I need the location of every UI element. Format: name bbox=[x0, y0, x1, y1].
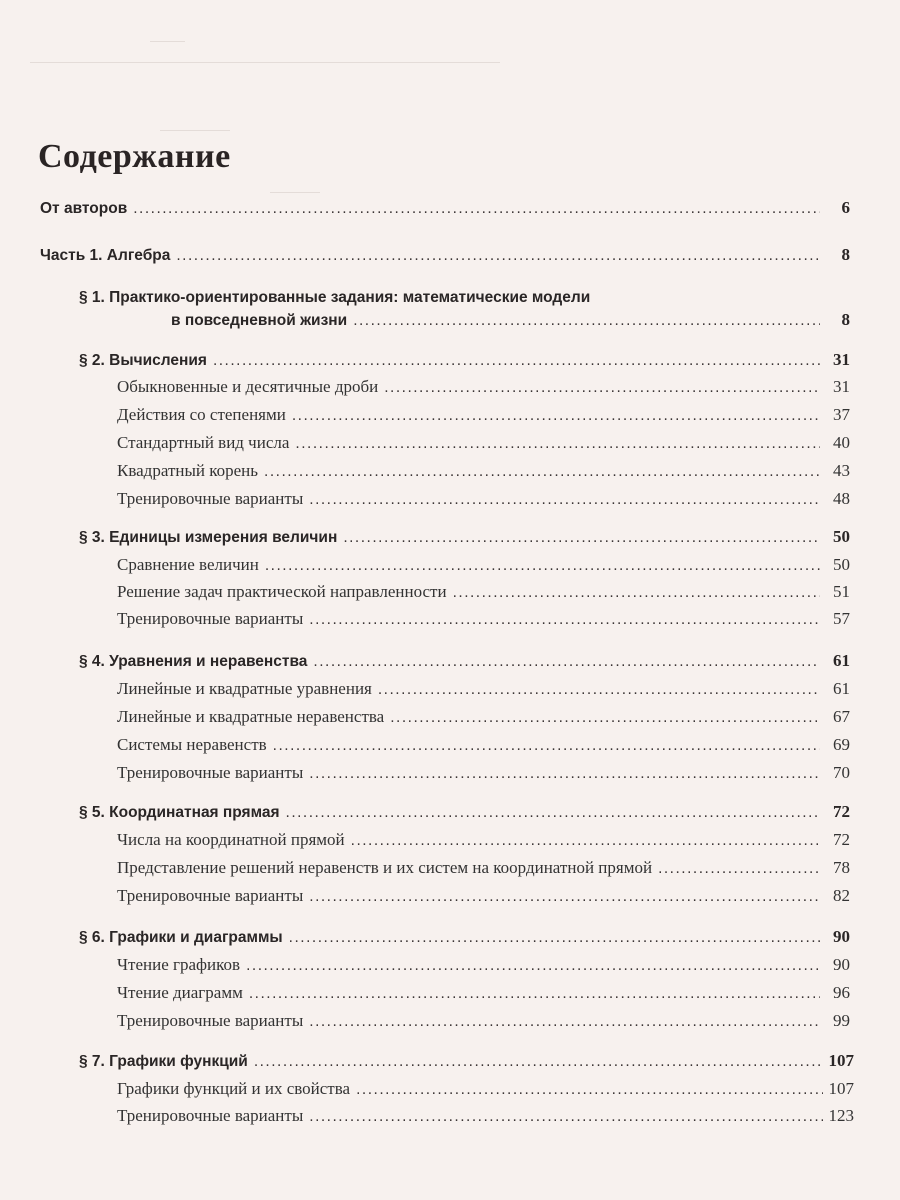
toc-entry-label: § 3. Единицы измерения величин bbox=[79, 529, 338, 546]
toc-entry-page: 43 bbox=[833, 461, 850, 480]
toc-entry[interactable] bbox=[117, 377, 850, 398]
toc-entry-label: § 6. Графики и диаграммы bbox=[79, 929, 283, 946]
toc-entry[interactable] bbox=[79, 1051, 854, 1072]
toc-entry[interactable] bbox=[117, 489, 850, 510]
toc-entry[interactable] bbox=[117, 461, 850, 482]
toc-entry-page: 31 bbox=[833, 377, 850, 396]
leader-dots bbox=[133, 199, 820, 219]
leader-dots bbox=[254, 1052, 823, 1072]
leader-dots bbox=[353, 311, 820, 331]
leader-dots bbox=[309, 887, 820, 907]
toc-entry-label: Чтение диаграмм bbox=[117, 983, 243, 1002]
toc-entry[interactable] bbox=[117, 858, 850, 879]
leader-dots bbox=[309, 1107, 822, 1127]
toc-entry-label: Сравнение величин bbox=[117, 555, 259, 574]
toc-entry[interactable] bbox=[117, 555, 850, 576]
leader-dots bbox=[289, 928, 820, 948]
leader-dots bbox=[213, 351, 820, 371]
toc-entry[interactable] bbox=[117, 1079, 854, 1100]
toc-entry[interactable] bbox=[117, 433, 850, 454]
toc-entry-page: 107 bbox=[828, 1051, 854, 1070]
toc-entry-page: 37 bbox=[833, 405, 850, 424]
toc-entry-page: 72 bbox=[833, 802, 850, 821]
toc-entry[interactable] bbox=[79, 927, 850, 948]
leader-dots bbox=[390, 708, 820, 728]
toc-entry[interactable] bbox=[117, 955, 850, 976]
toc-entry-label: Стандартный вид числа bbox=[117, 433, 290, 452]
toc-entry-label: Тренировочные варианты bbox=[117, 763, 304, 782]
toc-entry[interactable] bbox=[79, 651, 850, 672]
leader-dots bbox=[273, 736, 820, 756]
toc-entry-label: § 2. Вычисления bbox=[79, 352, 207, 369]
leader-dots bbox=[246, 956, 820, 976]
toc-entry[interactable] bbox=[79, 802, 850, 823]
toc-entry-page: 90 bbox=[833, 955, 850, 974]
leader-dots bbox=[384, 378, 820, 398]
toc-entry[interactable] bbox=[117, 1106, 854, 1127]
toc-entry-label: Тренировочные варианты bbox=[117, 1106, 304, 1125]
toc-entry-page: 50 bbox=[833, 555, 850, 574]
toc-entry-label: Тренировочные варианты bbox=[117, 609, 304, 628]
toc-entry-label: Часть 1. Алгебра bbox=[40, 247, 171, 264]
toc-entry-label: Системы неравенств bbox=[117, 735, 267, 754]
toc-entry-page: 107 bbox=[828, 1079, 854, 1098]
toc-entry[interactable] bbox=[117, 983, 850, 1004]
toc-entry-label: Линейные и квадратные неравенства bbox=[117, 707, 385, 726]
toc-entry-label: Действия со степенями bbox=[117, 405, 286, 424]
toc-entry-label: § 7. Графики функций bbox=[79, 1053, 248, 1070]
toc-entry[interactable] bbox=[171, 310, 850, 331]
toc-entry-page: 8 bbox=[841, 310, 850, 329]
leader-dots bbox=[264, 462, 820, 482]
toc-entry-page: 72 bbox=[833, 830, 850, 849]
toc-entry-label: Графики функций и их свойства bbox=[117, 1079, 351, 1098]
toc-entry-page: 57 bbox=[833, 609, 850, 628]
toc-entry-label: Решение задач практической направленности bbox=[117, 582, 447, 601]
toc-entry[interactable] bbox=[117, 679, 850, 700]
leader-dots bbox=[249, 984, 820, 1004]
toc-entry-page: 82 bbox=[833, 886, 850, 905]
leader-dots bbox=[295, 434, 820, 454]
toc-entry[interactable] bbox=[117, 707, 850, 728]
toc-entry-page: 99 bbox=[833, 1011, 850, 1030]
toc-entry-page: 6 bbox=[841, 198, 850, 217]
toc-entry-label: Числа на координатной прямой bbox=[117, 830, 345, 849]
leader-dots bbox=[176, 246, 820, 266]
toc-entry-label: Обыкновенные и десятичные дроби bbox=[117, 377, 379, 396]
toc-entry-page: 61 bbox=[833, 651, 850, 670]
leader-dots bbox=[309, 1012, 820, 1032]
toc-entry-page: 51 bbox=[833, 582, 850, 601]
toc-entry[interactable] bbox=[79, 350, 850, 371]
toc-entry-page: 96 bbox=[833, 983, 850, 1002]
toc-entry-label: Квадратный корень bbox=[117, 461, 259, 480]
toc-entry[interactable] bbox=[117, 405, 850, 426]
toc-entry-page: 69 bbox=[833, 735, 850, 754]
toc-entry-page: 50 bbox=[833, 527, 850, 546]
leader-dots bbox=[356, 1080, 822, 1100]
leader-dots bbox=[313, 652, 820, 672]
toc-entry[interactable] bbox=[117, 1011, 850, 1032]
toc-entry[interactable] bbox=[117, 830, 850, 851]
leader-dots bbox=[658, 859, 820, 879]
toc-entry-label: Тренировочные варианты bbox=[117, 1011, 304, 1030]
toc-entry-page: 78 bbox=[833, 858, 850, 877]
toc-entry-label: § 4. Уравнения и неравенства bbox=[79, 653, 308, 670]
toc-entry-page: 31 bbox=[833, 350, 850, 369]
toc-entry-page: 8 bbox=[841, 245, 850, 264]
leader-dots bbox=[265, 556, 820, 576]
toc-entry-page: 123 bbox=[828, 1106, 854, 1125]
toc-entry-page: 61 bbox=[833, 679, 850, 698]
toc-entry[interactable] bbox=[40, 245, 850, 266]
toc-entry[interactable] bbox=[79, 527, 850, 548]
page-title: Содержание bbox=[38, 138, 231, 175]
leader-dots bbox=[343, 528, 820, 548]
toc-entry[interactable] bbox=[117, 763, 850, 784]
leader-dots bbox=[286, 803, 820, 823]
toc-entry-label: Тренировочные варианты bbox=[117, 489, 304, 508]
leader-dots bbox=[351, 831, 820, 851]
toc-entry-label: Представление решений неравенств и их систем на координатной прямой bbox=[117, 858, 653, 877]
toc-entry-label: в повседневной жизни bbox=[171, 312, 348, 329]
toc-entry-page: 70 bbox=[833, 763, 850, 782]
toc-entry[interactable] bbox=[117, 735, 850, 756]
leader-dots bbox=[292, 406, 820, 426]
toc-entry-page: 67 bbox=[833, 707, 850, 726]
toc-entry-label: § 5. Координатная прямая bbox=[79, 804, 280, 821]
leader-dots bbox=[309, 610, 820, 630]
toc-entry-page: 40 bbox=[833, 433, 850, 452]
toc-entry-page: 48 bbox=[833, 489, 850, 508]
toc-entry-label-line1: § 1. Практико-ориентированные задания: математические модели bbox=[79, 289, 591, 306]
toc-entry-page: 90 bbox=[833, 927, 850, 946]
toc-entry[interactable] bbox=[117, 886, 850, 907]
toc-entry[interactable] bbox=[117, 609, 850, 630]
leader-dots bbox=[453, 583, 820, 603]
leader-dots bbox=[309, 764, 820, 784]
toc-entry[interactable] bbox=[40, 198, 850, 219]
toc-entry-label: Линейные и квадратные уравнения bbox=[117, 679, 372, 698]
toc-entry-label: Тренировочные варианты bbox=[117, 886, 304, 905]
leader-dots bbox=[309, 490, 820, 510]
toc-entry-label: Чтение графиков bbox=[117, 955, 241, 974]
leader-dots bbox=[378, 680, 820, 700]
toc-entry[interactable] bbox=[117, 582, 850, 603]
toc-entry-label: От авторов bbox=[40, 200, 128, 217]
